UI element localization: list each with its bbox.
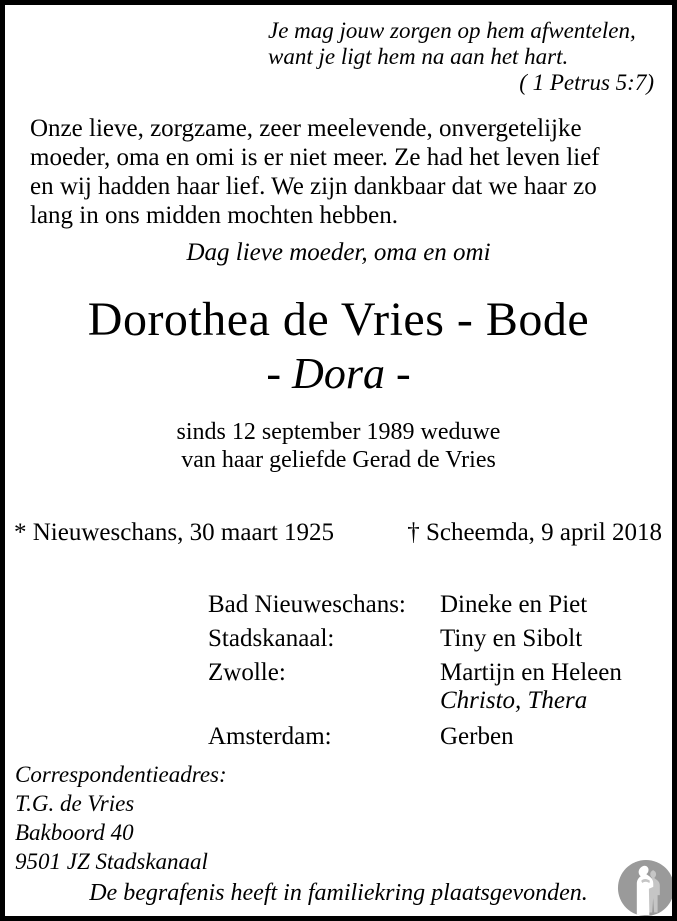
correspondence-city: 9501 JZ Stadskanaal bbox=[15, 849, 208, 874]
family-names: Tiny en Sibolt bbox=[440, 625, 583, 652]
birth-death-row bbox=[5, 518, 672, 548]
correspondence-label: Correspondentieadres: bbox=[15, 762, 227, 787]
family-row bbox=[208, 624, 672, 653]
widow-statement bbox=[5, 418, 672, 474]
family-row bbox=[208, 590, 672, 619]
closing-line: De begrafenis heeft in familiekring plaatsgevonden. bbox=[89, 880, 588, 906]
family-place: Bad Nieuweschans: bbox=[208, 591, 406, 618]
intro-paragraph bbox=[30, 114, 652, 230]
intro-line: moeder, oma en omi is er niet meer. Ze had het leven lief bbox=[30, 144, 600, 171]
family-names: Martijn en Heleen bbox=[440, 659, 622, 686]
funeral-home-logo-icon bbox=[617, 859, 675, 917]
family-place: Zwolle: bbox=[208, 659, 286, 686]
death-date: † Scheemda, 9 april 2018 bbox=[407, 519, 662, 546]
birth-date: * Nieuweschans, 30 maart 1925 bbox=[14, 519, 335, 546]
correspondence-address bbox=[15, 760, 672, 876]
family-place: Stadskanaal: bbox=[208, 625, 335, 652]
salutation: Dag lieve moeder, oma en omi bbox=[186, 239, 491, 266]
widow-line: sinds 12 september 1989 weduwe bbox=[176, 419, 501, 445]
family-row bbox=[208, 722, 672, 751]
family-grandchildren: Christo, Thera bbox=[440, 687, 588, 714]
bible-quote-citation: ( 1 Petrus 5:7) bbox=[519, 70, 654, 95]
family-list bbox=[208, 590, 672, 751]
family-names: Gerben bbox=[440, 723, 514, 750]
correspondence-street: Bakboord 40 bbox=[15, 820, 134, 845]
deceased-nickname: - Dora - bbox=[266, 349, 411, 398]
intro-line: en wij hadden haar lief. We zijn dankbaar dat we haar zo bbox=[30, 173, 597, 200]
bible-quote bbox=[268, 18, 664, 96]
bible-quote-line: want je ligt hem na aan het hart. bbox=[268, 44, 569, 69]
family-names: Dineke en Piet bbox=[440, 591, 588, 618]
family-place: Amsterdam: bbox=[208, 723, 332, 750]
correspondence-name: T.G. de Vries bbox=[15, 791, 135, 816]
widow-line: van haar geliefde Gerad de Vries bbox=[181, 447, 496, 473]
family-row bbox=[208, 658, 672, 717]
intro-line: lang in ons midden mochten hebben. bbox=[30, 202, 398, 229]
deceased-name: Dorothea de Vries - Bode bbox=[87, 293, 590, 346]
intro-line: Onze lieve, zorgzame, zeer meelevende, onvergetelijke bbox=[30, 115, 582, 142]
bible-quote-line: Je mag jouw zorgen op hem afwentelen, bbox=[268, 18, 636, 43]
